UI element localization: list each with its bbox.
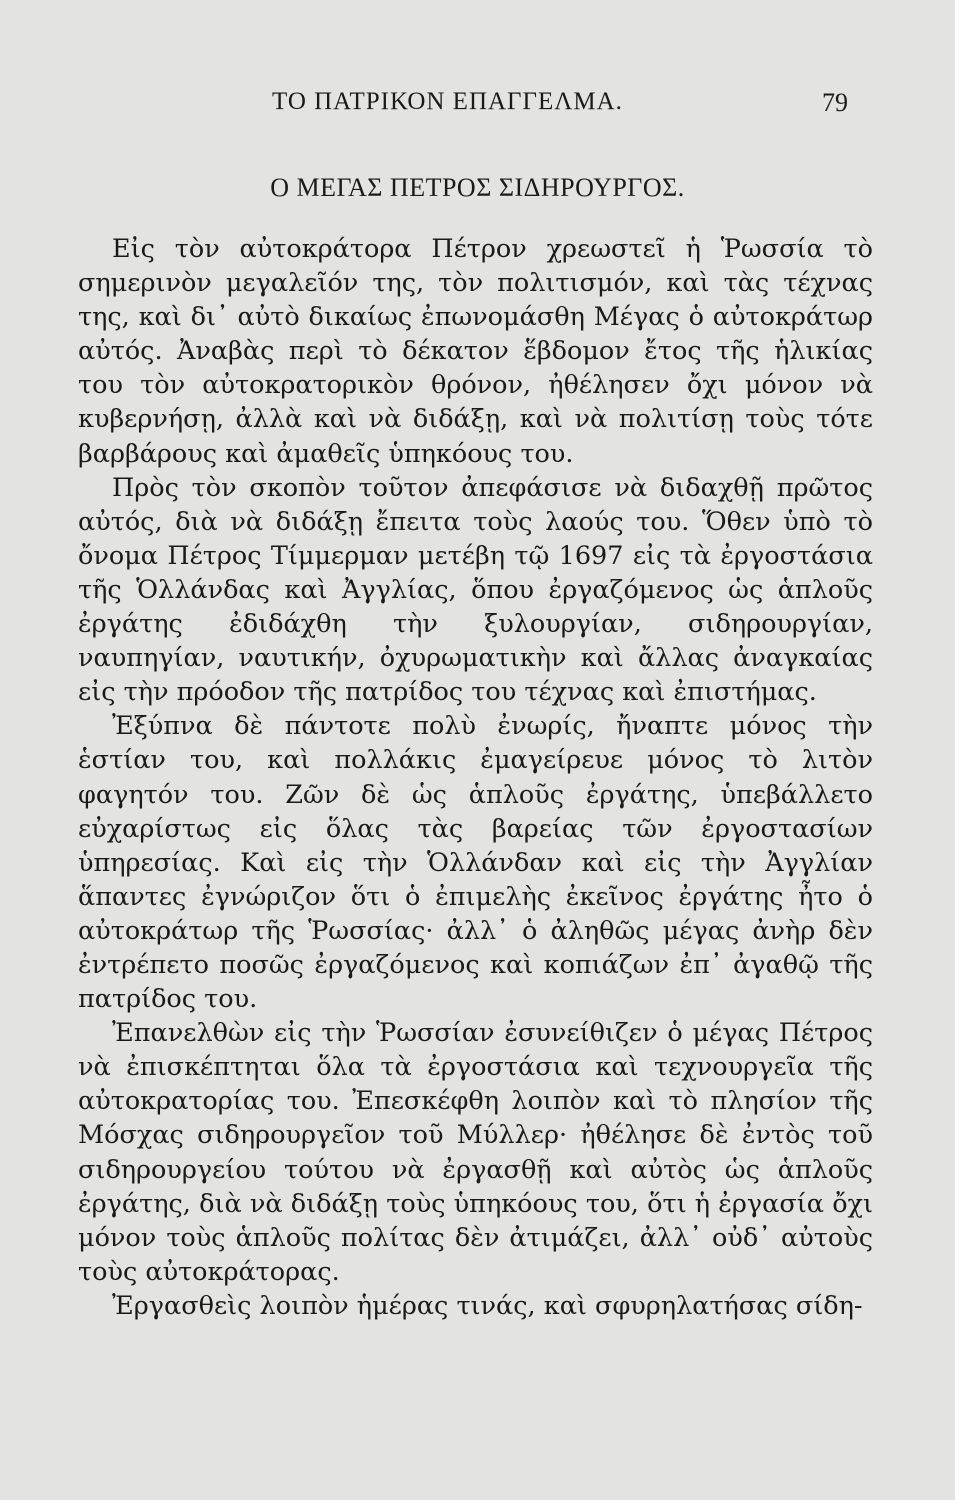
section-title: Ο ΜΕΓΑΣ ΠΕΤΡΟΣ ΣΙΔΗΡΟΥΡΓΟΣ. xyxy=(270,173,685,202)
paragraph: Ἐξύπνα δὲ πάντοτε πολὺ ἐνωρίς, ἤναπτε μόνος τὴν ἑστίαν του, καὶ πολλάκις ἐμαγείρευε μόνος τὸ λιτὸν φαγητόν του. Ζῶν δὲ ὡς ἁπλοῦς ἐργάτης, ὑπεβάλλετο εὐχαρίστως εἰς ὅλας τὰς βαρείας τῶν ἐργοστασίων ὑπηρεσίας. Καὶ εἰς τὴν Ὁλλάνδαν καὶ εἰς τὴν Ἀγγλίαν ἅπαντες ἐγνώριζον ὅτι ὁ ἐπιμελὴς ἐκεῖνος ἐργάτης ἦτο ὁ αὐτοκράτωρ τῆς Ῥωσσίας· ἀλλ᾽ ὁ ἀληθῶς μέγας ἀνὴρ δὲν ἐντρέπετο ποσῶς ἐργαζόμενος καὶ κοπιάζων ἐπ᾽ ἀγαθῷ τῆς πατρίδος του. xyxy=(78,711,873,1015)
paragraph: Πρὸς τὸν σκοπὸν τοῦτον ἀπεφάσισε νὰ διδαχθῇ πρῶτος αὐτός, διὰ νὰ διδάξῃ ἔπειτα τοὺς λαούς του. Ὅθεν ὑπὸ τὸ ὄνομα Πέτρος Τίμμερμαν μετέβη τῷ 1697 εἰς τὰ ἐργοστάσια τῆς Ὁλλάνδας καὶ Ἀγγλίας, ὅπου ἐργαζόμενος ὡς ἁπλοῦς ἐργάτης ἐδιδάχθη τὴν ξυλουργίαν, σιδηρουργίαν, ναυπηγίαν, ναυτικήν, ὀχυρωματικὴν καὶ ἄλλας ἀναγκαίας εἰς τὴν πρόοδον τῆς πατρίδος του τέχνας καὶ ἐπιστήμας. xyxy=(78,472,873,708)
paragraph: Ἐργασθεὶς λοιπὸν ἡμέρας τινάς, καὶ σφυρηλατήσας σίδη- xyxy=(112,1290,863,1321)
running-header xyxy=(0,88,955,122)
running-title: ΤΟ ΠΑΤΡΙΚΟΝ ΕΠΑΓΓΕΛΜΑ. xyxy=(272,88,623,115)
paragraph: Εἰς τὸν αὐτοκράτορα Πέτρον χρεωστεῖ ἡ Ῥωσσία τὸ σημερινὸν μεγαλεῖόν της, τὸν πολιτισμόν, καὶ τὰς τέχνας της, καὶ δι᾽ αὐτὸ δικαίως ἐπωνομάσθη Μέγας ὁ αὐτοκράτωρ αὐτός. Ἀναβὰς περὶ τὸ δέκατον ἕβδομον ἔτος τῆς ἡλικίας του τὸν αὐτοκρατορικὸν θρόνον, ἠθέλησεν ὄχι μόνον νὰ κυβερνήσῃ, ἀλλὰ καὶ νὰ διδάξῃ, καὶ νὰ πολιτίσῃ τοὺς τότε βαρβάρους καὶ ἀμαθεῖς ὑπηκόους του. xyxy=(78,234,873,469)
paragraph: Ἐπανελθὼν εἰς τὴν Ῥωσσίαν ἐσυνείθιζεν ὁ μέγας Πέτρος νὰ ἐπισκέπτηται ὅλα τὰ ἐργοστάσια καὶ τεχνουργεῖα τῆς αὐτοκρατορίας του. Ἐπεσκέφθη λοιπὸν καὶ τὸ πλησίον τῆς Μόσχας σιδηρουργεῖον τοῦ Μύλλερ· ἠθέλησε δὲ ἐντὸς τοῦ σιδηρουργείου τούτου νὰ ἐργασθῇ καὶ αὐτὸς ὡς ἁπλοῦς ἐργάτης, διὰ νὰ διδάξῃ τοὺς ὑπηκόους του, ὅτι ἡ ἐργασία ὄχι μόνον τοὺς ἁπλοῦς πολίτας δὲν ἀτιμάζει, ἀλλ᾽ οὐδ᾽ αὐτοὺς τοὺς αὐτοκράτορας. xyxy=(78,1018,873,1287)
body-text xyxy=(78,232,873,1323)
page-number: 79 xyxy=(822,88,848,117)
